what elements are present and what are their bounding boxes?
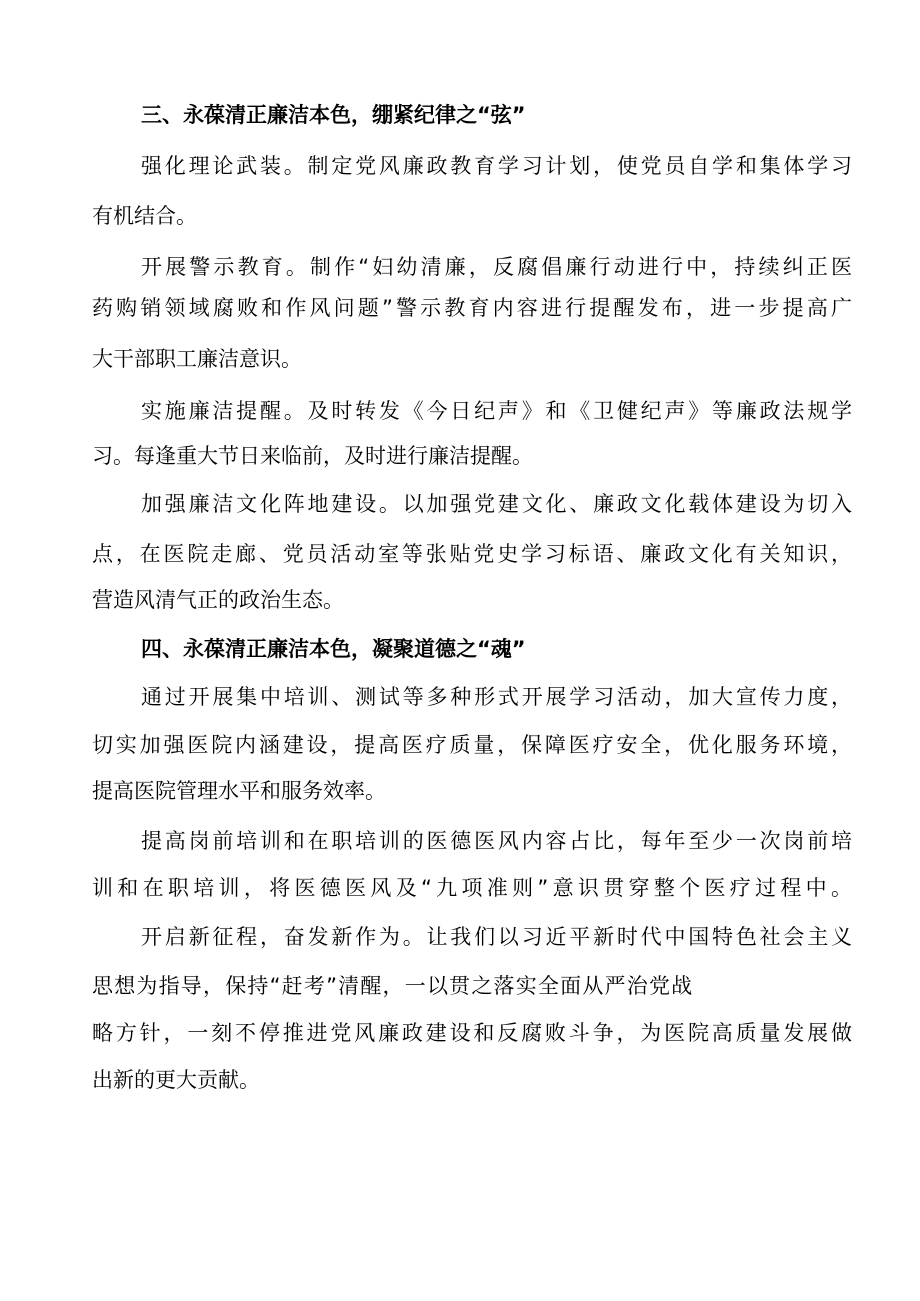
paragraph-line: 加强廉洁文化阵地建设。以加强党建文化、廉政文化载体建设为切入 <box>141 492 852 516</box>
paragraph-line: 提高岗前培训和在职培训的医德医风内容占比，每年至少一次岗前培 <box>141 829 852 853</box>
paragraph-line: 切实加强医院内涵建设，提高医疗质量，保障医疗安全，优化服务环境， <box>92 733 852 757</box>
paragraph-line: 通过开展集中培训、测试等多种形式开展学习活动，加大宣传力度， <box>141 685 852 709</box>
section-heading-4: 四、永葆清正廉洁本色，凝聚道德之“魂” <box>141 637 526 661</box>
paragraph-line: 有机结合。 <box>92 204 197 228</box>
paragraph-line: 开展警示教育。制作“妇幼清廉，反腐倡廉行动进行中，持续纠正医 <box>141 255 852 279</box>
paragraph-line: 略方针，一刻不停推进党风廉政建设和反腐败斗争，为医院高质量发展做 <box>92 1021 852 1045</box>
paragraph-line: 出新的更大贡献。 <box>92 1068 260 1092</box>
paragraph-line: 药购销领域腐败和作风问题”警示教育内容进行提醒发布，进一步提高广 <box>92 296 852 320</box>
paragraph-line: 强化理论武装。制定党风廉政教育学习计划，使党员自学和集体学习 <box>141 154 852 178</box>
paragraph-line: 营造风清气正的政治生态。 <box>92 588 344 612</box>
paragraph-line: 提高医院管理水平和服务效率。 <box>92 779 386 803</box>
paragraph-line: 习。每逢重大节日来临前，及时进行廉洁提醒。 <box>92 444 533 468</box>
paragraph-line: 点，在医院走廊、党员活动室等张贴党史学习标语、廉政文化有关知识， <box>92 542 852 566</box>
paragraph-line: 训和在职培训，将医德医风及“九项准则”意识贯穿整个医疗过程中。 <box>92 876 852 900</box>
paragraph-line: 开启新征程，奋发新作为。让我们以习近平新时代中国特色社会主义 <box>141 925 852 949</box>
paragraph-line: 实施廉洁提醒。及时转发《今日纪声》和《卫健纪声》等廉政法规学 <box>141 399 852 423</box>
section-heading-3: 三、永葆清正廉洁本色，绷紧纪律之“弦” <box>141 103 526 127</box>
paragraph-line: 思想为指导，保持“赶考”清醒，一以贯之落实全面从严治党战 <box>92 974 694 998</box>
paragraph-line: 大干部职工廉洁意识。 <box>92 347 302 371</box>
